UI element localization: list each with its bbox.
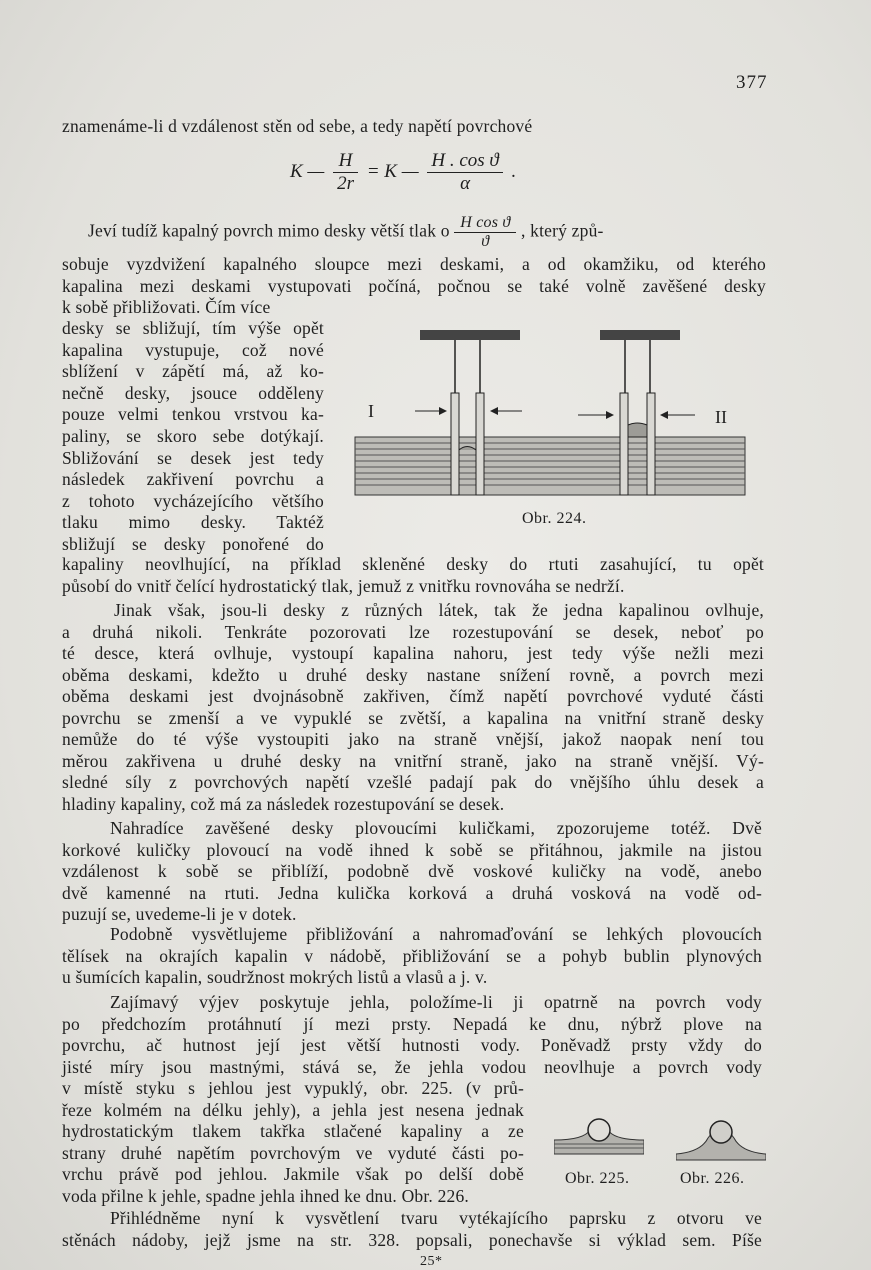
paragraph-1-first-line: Jeví tudíž kapalný povrch mimo desky větší tlak o $\frac{\text{H cos ϑ}}{ϑ}$ , který způ- [88,214,604,250]
signature-mark: 25* [420,1254,443,1269]
intro-line: znamenáme-li d vzdálenost stěn od sebe, a tedy napětí povrchové [62,116,533,136]
paragraph-1-continued: kapaliny neovlhující, na příklad skleněné desky do rtuti zasahující, tu opět působí do vnitř čelící hydrostatický tlak, jemuž z vnitřku rovnováha se nedrží. [62,554,764,596]
paragraph-5: Zajímavý výjev poskytuje jehla, položíme-li ji opatrně na povrch vody po předchozím protáhnutí jí mezi prsty. Nepadá ke dnu, nýbrž plove na povrchu, ač hutnost její jest větší hutnosti vody. Poněvadž prsty vždy do jisté míry jsou mastnými, stává se, že jehla vodou neovlhuje a povrch vody [62,992,762,1077]
paragraph-2: Jinak však, jsou-li desky z různých látek, tak že jedna kapalinou ovlhuje, a druhá nikoli. Tenkráte pozorovati lze rozestupování se desek, neboť po té desce, která ovlhuje, vystoupí kapalina nahoru, jest tedy výše nežli mezi oběma deskami, kdežto u druhé desky nastane snížení rovně, a povrch mezi oběma deskami jest dvojnásobně zakřiven, čímž napětí povrchové vyduté části povrchu se zmenší a ve vypuklé se zvětší, a kapalina na vnitřní straně desky nemůže do té výše vystoupiti jako na straně vnější, jakož naopak není tou měrou zakřivena u druhé desky na vnitřní straně, jako na straně vnější. Vý- sledné síly z povrchových napětí vzešlé padají pak do vnějšího úhlu desek a hladiny kapaliny, což má za následek rozestupování se desek. [62,600,764,814]
page-number: 377 [736,72,768,93]
support-bar-left [420,330,520,340]
label-II: II [715,407,727,427]
paragraph-5-side-column: v místě styku s jehlou jest vypuklý, obr. 225. (v prů- řeze kolmém na délku jehly), a jehla jest nesena jednak hydrostatickým tlakem takřka stlačené kapaliny a ze strany druhé napětím povrchovým ve vyduté části po- vrchu právě pod jehlou. Jakmile však po delší době voda přilne k jehle, spadne jehla ihned ke dnu. Obr. 226. [62,1078,524,1206]
support-bar-right [600,330,680,340]
figure-225-diagram [554,1108,644,1168]
figure-226-caption: Obr. 226. [680,1170,745,1187]
plate-left-a [451,393,459,495]
paragraph-3: Nahradíce zavěšené desky plovoucími kuličkami, zpozorujeme totéž. Dvě korkové kuličky plovoucí na vodě ihned k sobě se přitáhnou, jakmile na jistou vzdálenost k sobě se přiblíží, podobně dvě voskové kuličky na vodě, anebo dvě kamenné na rtuti. Jedna kulička korková a druhá vosková na vodě od- puzují se, uvedeme-li je v dotek. [62,818,762,924]
figure-224-diagram [350,325,770,505]
label-I: I [368,401,374,421]
paragraph-1: sobuje vyzdvižení kapalného sloupce mezi deskami, a od okamžiku, od kterého kapalina mezi deskami vystupovati počíná, počnou se také volně zavěšené desky k sobě přibližovati. Čím více [62,254,766,317]
paragraph-1-side-column: desky se sbližují, tím výše opět kapalina vystupuje, což nové sblížení v zápětí má, až ko- nečně desky, jsouce odděleny pouze velmi tenkou vrstvou ka- paliny, se skoro sebe dotýkají. Sbližování se desek jest tedy následek zakřivení povrchu a z tohoto vycházejícího většího tlaku mimo desky. Taktéž sbližují se desky ponořené do [62,318,324,554]
figure-224-caption: Obr. 224. [522,510,587,527]
paragraph-4: Podobně vysvětlujeme přibližování a nahromaďování se lehkých plovoucích tělísek na okrajích kapalin v nádobě, přibližování se a pohyb bublin plynových u šumících kapalin, soudržnost mokrých listů a vlasů a j. v. [62,924,762,987]
surface-tension-formula: K — $\frac{H}{2r}$ = K — $\frac{\text{H . cos ϑ}}{\alpha}$ . [290,150,517,194]
plate-right-b [647,393,655,495]
plate-left-b [476,393,484,495]
figure-226-diagram [676,1108,766,1168]
sinking-needle-cross-section [710,1121,732,1143]
figure-225-caption: Obr. 225. [565,1170,630,1187]
plate-right-a [620,393,628,495]
needle-cross-section [588,1119,610,1141]
liquid-surface [355,437,745,495]
paragraph-6: Přihlédněme nyní k vysvětlení tvaru vytékajícího paprsku z otvoru ve stěnách nádoby, jejž jsme na str. 328. popsali, ponechavše si výklad sem. Píše [62,1208,762,1250]
